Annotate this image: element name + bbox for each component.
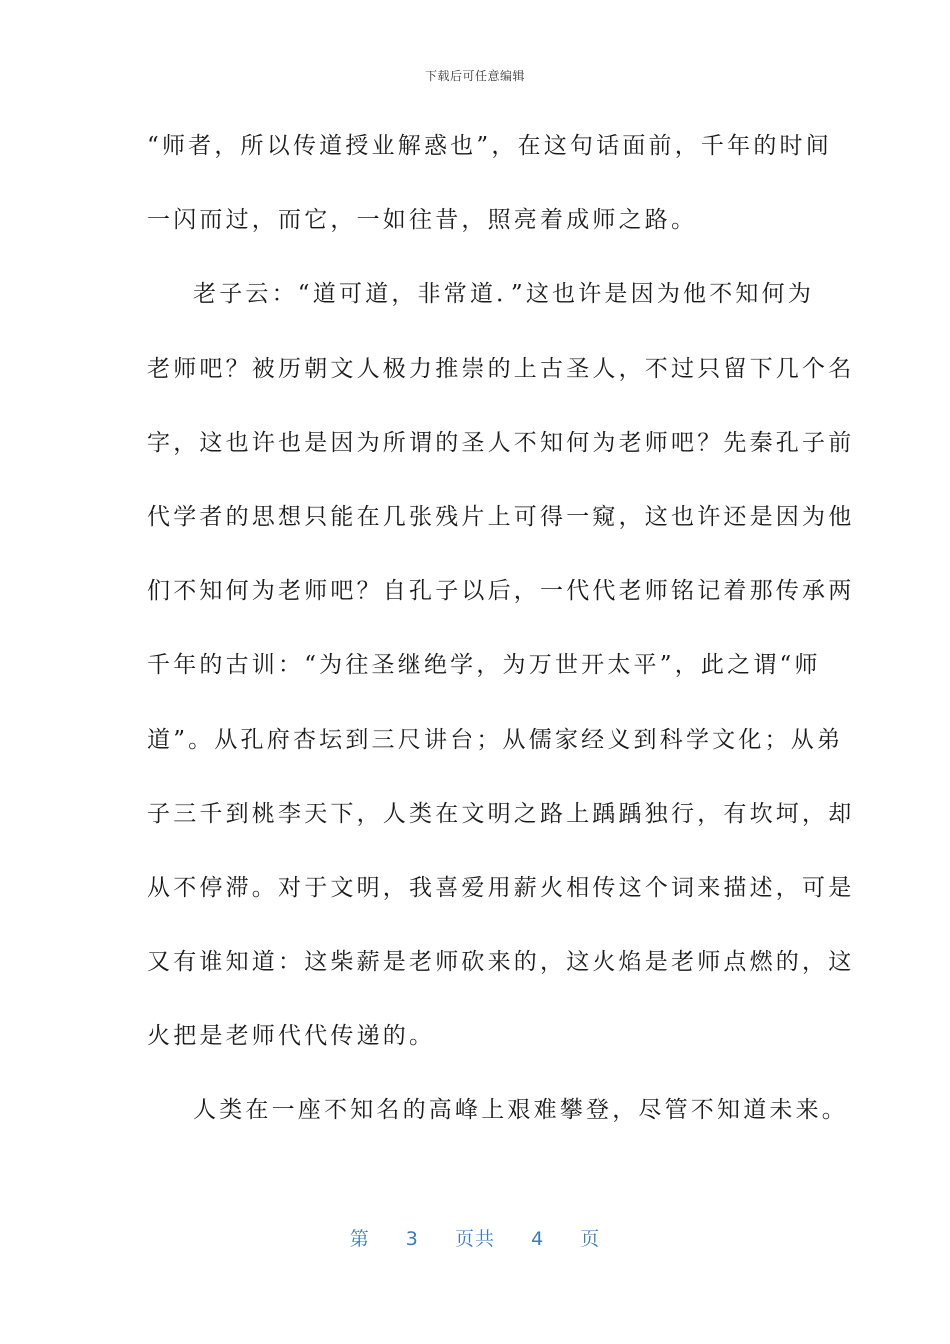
text-line: 字，这也许也是因为所谓的圣人不知何为老师吧？先秦孔子前: [147, 429, 855, 456]
text-line: 道”。从孔府杏坛到三尺讲台；从儒家经义到科学文化；从弟: [147, 726, 844, 753]
current-page-number: 3: [405, 1228, 419, 1250]
text-line: 火把是老师代代传递的。: [147, 1023, 436, 1050]
total-pages-number: 4: [531, 1228, 545, 1250]
text-line: 一闪而过，而它，一如往昔，照亮着成师之路。: [147, 207, 698, 234]
text-line-paragraph-start: 人类在一座不知名的高峰上艰难攀登，尽管不知道未来。: [193, 1097, 848, 1124]
text-line: 们不知何为老师吧？自孔子以后，一代代老师铭记着那传承两: [147, 578, 855, 605]
page-header: 下载后可任意编辑: [424, 69, 525, 83]
text-line: “师者，所以传道授业解惑也”，在这句话面前，千年的时间: [147, 133, 832, 159]
text-line-paragraph-start: 老子云：“道可道，非常道．”这也许是因为他不知何为: [193, 281, 815, 308]
text-line: 又有谁知道：这柴薪是老师砍来的，这火焰是老师点燃的，这: [147, 949, 855, 976]
text-line: 从不停滞。对于文明，我喜爱用薪火相传这个词来描述，可是: [147, 874, 855, 901]
page-footer: [0, 1224, 950, 1251]
footer-prefix: 第: [349, 1228, 370, 1250]
text-line: 千年的古训：“为往圣继绝学，为万世开太平”，此之谓“师: [147, 652, 821, 679]
footer-suffix: 页: [580, 1228, 601, 1250]
footer-middle: 页共: [454, 1228, 495, 1250]
text-line: 老师吧？被历朝文人极力推崇的上古圣人，不过只留下几个名: [147, 355, 855, 382]
text-line: 代学者的思想只能在几张残片上可得一窥，这也许还是因为他: [147, 503, 855, 530]
document-body: [147, 117, 855, 1156]
text-line: 子三千到桃李天下，人类在文明之路上踽踽独行，有坎坷，却: [147, 800, 855, 827]
